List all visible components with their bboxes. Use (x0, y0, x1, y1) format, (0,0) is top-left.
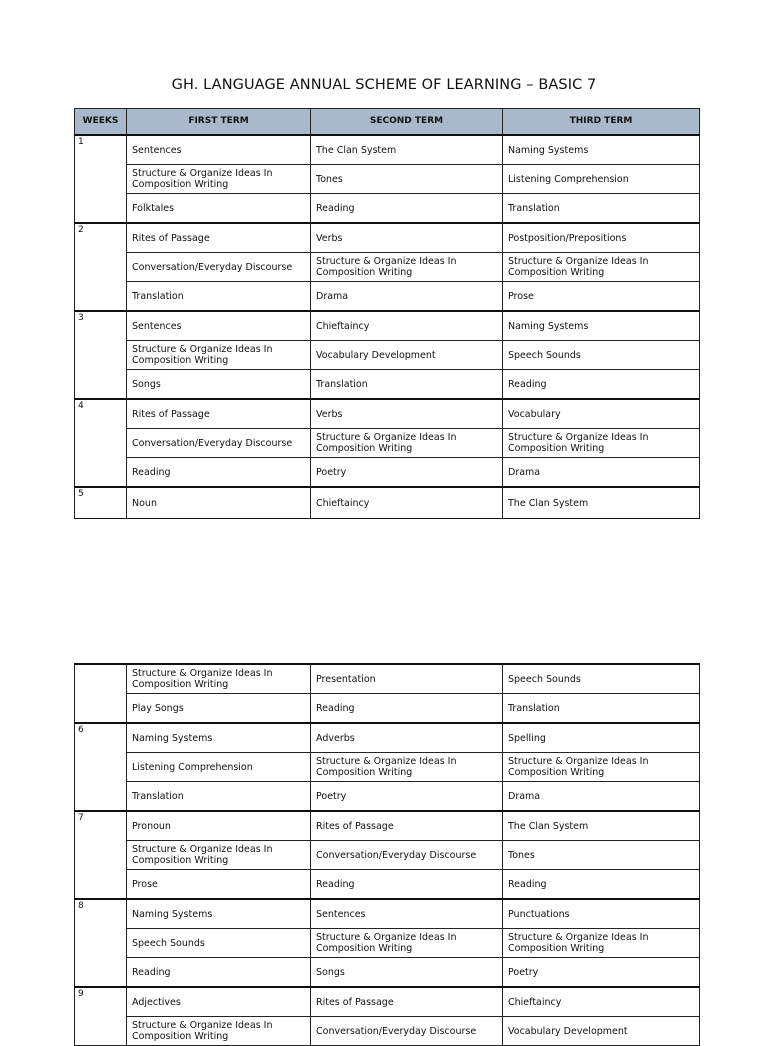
third-term-cell: Punctuations (503, 899, 700, 929)
second-term-cell: Vocabulary Development (311, 341, 503, 370)
scheme-table-page-2 (74, 663, 700, 1046)
first-term-cell: Naming Systems (127, 899, 311, 929)
third-term-cell: Listening Comprehension (503, 165, 700, 194)
second-term-cell: Rites of Passage (311, 811, 503, 841)
second-term-cell: Verbs (311, 223, 503, 253)
first-term-cell: Structure & Organize Ideas In Composition Writing (127, 341, 311, 370)
header-weeks: WEEKS (75, 109, 127, 136)
table-row (75, 841, 700, 870)
table-row (75, 929, 700, 958)
third-term-cell: Speech Sounds (503, 664, 700, 694)
third-term-cell: The Clan System (503, 811, 700, 841)
second-term-cell: Structure & Organize Ideas In Composition Writing (311, 253, 503, 282)
table-row (75, 311, 700, 341)
week-number-cell: 2 (75, 223, 127, 311)
third-term-cell: Chieftaincy (503, 987, 700, 1017)
third-term-cell: The Clan System (503, 487, 700, 519)
third-term-cell: Structure & Organize Ideas In Composition Writing (503, 929, 700, 958)
table-row (75, 870, 700, 900)
first-term-cell: Rites of Passage (127, 399, 311, 429)
third-term-cell: Structure & Organize Ideas In Composition Writing (503, 429, 700, 458)
table-row (75, 135, 700, 165)
second-term-cell: Translation (311, 370, 503, 400)
week-number-cell: 3 (75, 311, 127, 399)
third-term-cell: Structure & Organize Ideas In Composition Writing (503, 753, 700, 782)
table-row (75, 782, 700, 812)
table-row (75, 753, 700, 782)
table-row (75, 370, 700, 400)
table-row (75, 223, 700, 253)
first-term-cell: Structure & Organize Ideas In Composition Writing (127, 165, 311, 194)
second-term-cell: Rites of Passage (311, 987, 503, 1017)
first-term-cell: Adjectives (127, 987, 311, 1017)
second-term-cell: Structure & Organize Ideas In Composition Writing (311, 929, 503, 958)
table-row (75, 723, 700, 753)
third-term-cell: Structure & Organize Ideas In Composition Writing (503, 253, 700, 282)
table-row (75, 399, 700, 429)
second-term-cell: Chieftaincy (311, 487, 503, 519)
table-row (75, 341, 700, 370)
second-term-cell: Conversation/Everyday Discourse (311, 1017, 503, 1046)
first-term-cell: Rites of Passage (127, 223, 311, 253)
table-row (75, 899, 700, 929)
third-term-cell: Vocabulary Development (503, 1017, 700, 1046)
first-term-cell: Structure & Organize Ideas In Composition Writing (127, 841, 311, 870)
third-term-cell: Naming Systems (503, 311, 700, 341)
table-row (75, 1017, 700, 1046)
third-term-cell: Reading (503, 370, 700, 400)
table-header-row (75, 109, 700, 136)
second-term-cell: The Clan System (311, 135, 503, 165)
first-term-cell: Naming Systems (127, 723, 311, 753)
third-term-cell: Tones (503, 841, 700, 870)
week-number-cell (75, 664, 127, 723)
third-term-cell: Naming Systems (503, 135, 700, 165)
second-term-cell: Tones (311, 165, 503, 194)
table-row (75, 811, 700, 841)
second-term-cell: Structure & Organize Ideas In Composition Writing (311, 753, 503, 782)
table-row (75, 253, 700, 282)
first-term-cell: Speech Sounds (127, 929, 311, 958)
first-term-cell: Reading (127, 458, 311, 488)
first-term-cell: Play Songs (127, 694, 311, 724)
third-term-cell: Spelling (503, 723, 700, 753)
table-row (75, 958, 700, 988)
table-row (75, 487, 700, 519)
second-term-cell: Poetry (311, 458, 503, 488)
second-term-cell: Songs (311, 958, 503, 988)
week-number-cell: 9 (75, 987, 127, 1046)
table-row (75, 194, 700, 224)
second-term-cell: Sentences (311, 899, 503, 929)
table-row (75, 429, 700, 458)
first-term-cell: Translation (127, 782, 311, 812)
week-number-cell: 5 (75, 487, 127, 519)
second-term-cell: Chieftaincy (311, 311, 503, 341)
first-term-cell: Translation (127, 282, 311, 312)
third-term-cell: Postposition/Prepositions (503, 223, 700, 253)
table-row (75, 694, 700, 724)
first-term-cell: Conversation/Everyday Discourse (127, 253, 311, 282)
week-number-cell: 7 (75, 811, 127, 899)
first-term-cell: Conversation/Everyday Discourse (127, 429, 311, 458)
first-term-cell: Listening Comprehension (127, 753, 311, 782)
document-title: GH. LANGUAGE ANNUAL SCHEME OF LEARNING – BASIC 7 (171, 77, 597, 93)
first-term-cell: Pronoun (127, 811, 311, 841)
table-row (75, 165, 700, 194)
first-term-cell: Structure & Organize Ideas In Composition Writing (127, 664, 311, 694)
second-term-cell: Reading (311, 694, 503, 724)
first-term-cell: Sentences (127, 311, 311, 341)
second-term-cell: Adverbs (311, 723, 503, 753)
header-first-term: FIRST TERM (127, 109, 311, 136)
third-term-cell: Prose (503, 282, 700, 312)
third-term-cell: Translation (503, 694, 700, 724)
first-term-cell: Noun (127, 487, 311, 519)
second-term-cell: Poetry (311, 782, 503, 812)
week-number-cell: 6 (75, 723, 127, 811)
second-term-cell: Drama (311, 282, 503, 312)
second-term-cell: Conversation/Everyday Discourse (311, 841, 503, 870)
third-term-cell: Translation (503, 194, 700, 224)
table-row (75, 987, 700, 1017)
week-number-cell: 4 (75, 399, 127, 487)
week-number-cell: 1 (75, 135, 127, 223)
first-term-cell: Reading (127, 958, 311, 988)
first-term-cell: Songs (127, 370, 311, 400)
third-term-cell: Reading (503, 870, 700, 900)
header-second-term: SECOND TERM (311, 109, 503, 136)
third-term-cell: Drama (503, 782, 700, 812)
second-term-cell: Verbs (311, 399, 503, 429)
second-term-cell: Structure & Organize Ideas In Composition Writing (311, 429, 503, 458)
second-term-cell: Reading (311, 870, 503, 900)
header-third-term: THIRD TERM (503, 109, 700, 136)
third-term-cell: Speech Sounds (503, 341, 700, 370)
table-row (75, 282, 700, 312)
table-row (75, 458, 700, 488)
third-term-cell: Drama (503, 458, 700, 488)
scheme-table-page-1 (74, 108, 700, 519)
first-term-cell: Folktales (127, 194, 311, 224)
first-term-cell: Prose (127, 870, 311, 900)
table-row (75, 664, 700, 694)
third-term-cell: Vocabulary (503, 399, 700, 429)
second-term-cell: Presentation (311, 664, 503, 694)
third-term-cell: Poetry (503, 958, 700, 988)
first-term-cell: Sentences (127, 135, 311, 165)
second-term-cell: Reading (311, 194, 503, 224)
week-number-cell: 8 (75, 899, 127, 987)
first-term-cell: Structure & Organize Ideas In Composition Writing (127, 1017, 311, 1046)
